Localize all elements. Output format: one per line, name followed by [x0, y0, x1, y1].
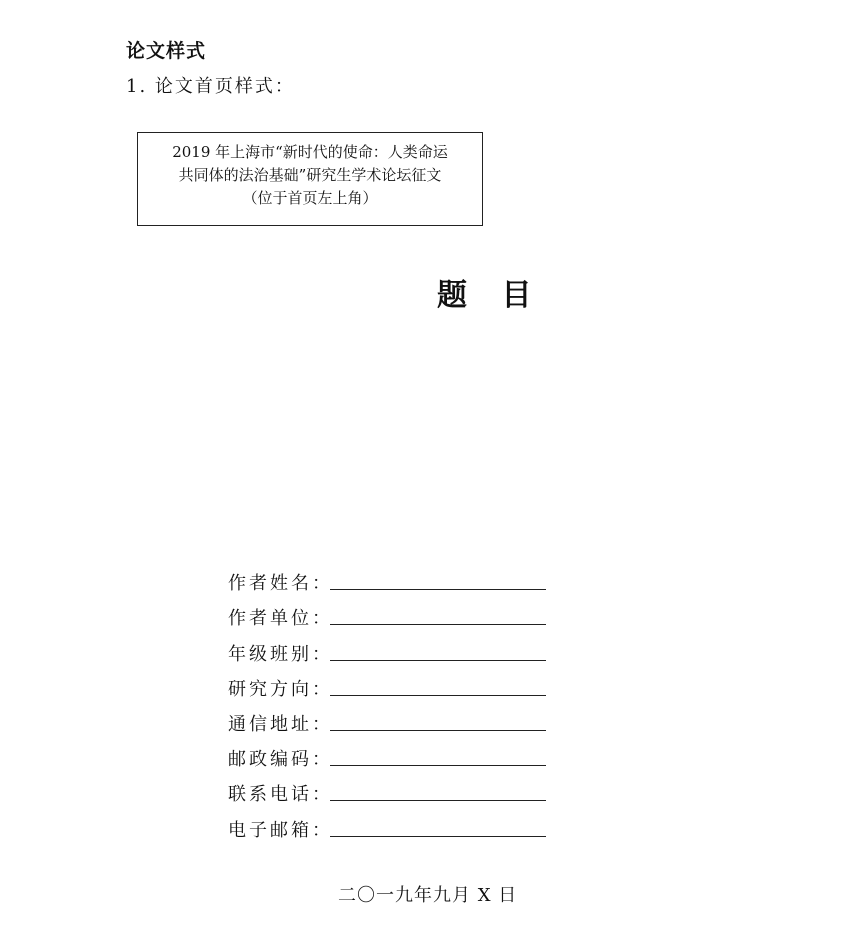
fill-in-line[interactable] — [330, 782, 546, 801]
info-label: 作者姓名： — [228, 573, 333, 595]
info-row-research-direction — [228, 667, 546, 702]
info-row-author-affiliation — [228, 596, 546, 631]
header-box-line: （位于首页左上角） — [242, 189, 378, 207]
fill-in-line[interactable] — [330, 571, 546, 590]
fill-in-line[interactable] — [330, 818, 546, 837]
date-line: 二〇一九年九月 X 日 — [338, 885, 518, 906]
info-row-postal-code — [228, 737, 546, 772]
paper-title: 题 目 — [437, 278, 544, 313]
info-label: 研究方向： — [228, 678, 333, 700]
subsection-title: 1. 论文首页样式： — [126, 76, 295, 97]
author-info-list — [228, 561, 546, 843]
info-row-grade-class — [228, 631, 546, 666]
fill-in-line[interactable] — [330, 677, 546, 696]
info-row-email — [228, 807, 546, 842]
info-row-phone — [228, 772, 546, 807]
info-label: 年级班别： — [228, 643, 333, 665]
header-box-line: 共同体的法治基础”研究生学术论坛征文 — [178, 166, 442, 184]
section-title: 论文样式 — [126, 40, 207, 62]
fill-in-line[interactable] — [330, 642, 546, 661]
info-label: 电子邮箱： — [228, 819, 333, 841]
header-box-line: 2019 年上海市“新时代的使命：人类命运 — [172, 143, 448, 161]
info-row-mailing-address — [228, 702, 546, 737]
header-box — [137, 132, 483, 226]
fill-in-line[interactable] — [330, 606, 546, 625]
info-row-author-name — [228, 561, 546, 596]
info-label: 通信地址： — [228, 713, 333, 735]
info-label: 联系电话： — [228, 784, 333, 806]
fill-in-line[interactable] — [330, 747, 546, 766]
info-label: 邮政编码： — [228, 749, 333, 771]
fill-in-line[interactable] — [330, 712, 546, 731]
info-label: 作者单位： — [228, 608, 333, 630]
